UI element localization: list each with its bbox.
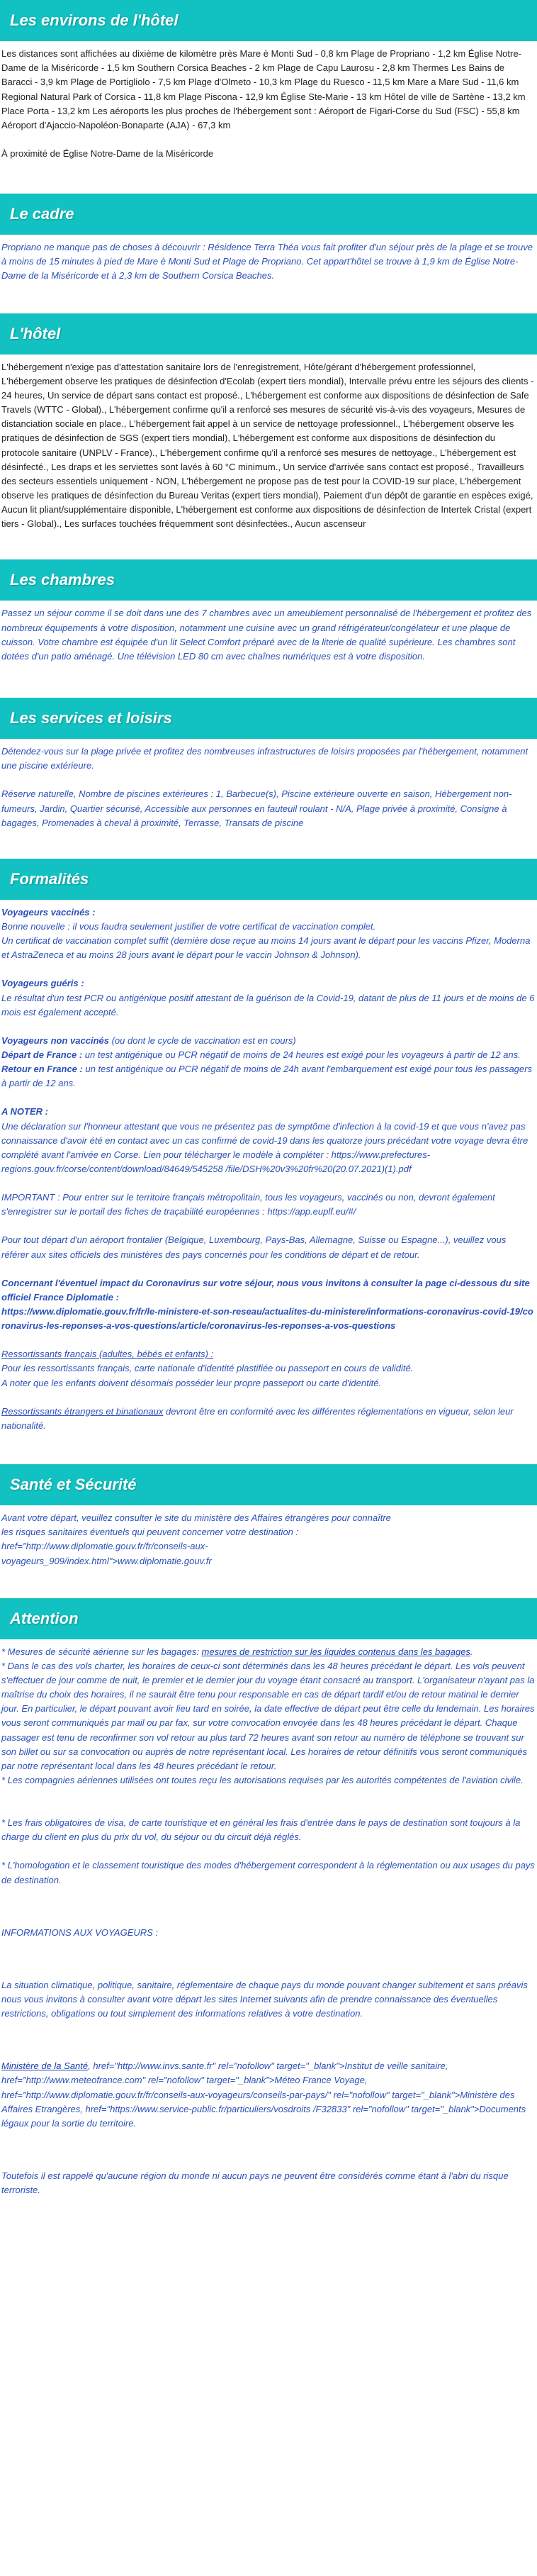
ministere-sante-link[interactable]: Ministère de la Santé	[1, 2061, 89, 2072]
services-text-list: Réserve naturelle, Nombre de piscines extérieures : 1, Barbecue(s), Piscine extérieure ouverte en saison, Hébergement non-fumeurs, Jardin, Quartier sécurisé, Accessible aux personnes en fauteuil roulant - N/A, Plage privée à proximité, Consigne à bagages, Promenades à cheval à proximité, Terrasse, Transats de piscine	[1, 788, 512, 828]
ressortissants-fr-line-1: Pour les ressortissants français, carte nationale d'identité plastifiée ou passeport en cours de validité.	[1, 1363, 414, 1374]
retour-text: un test antigénique ou PCR négatif de moins de 24h avant l'embarquement est exigé pour tous les passagers à partir de 12 ans.	[1, 1064, 532, 1089]
important-text: IMPORTANT : Pour entrer sur le territoire français métropolitain, tous les voyageurs, vaccinés ou non, devront également s'enregistrer sur le portail des fiches de traçabilité européennes : https://app.euplf.eu/#/	[1, 1192, 495, 1217]
environs-text: Les distances sont affichées au dixième de kilomètre près Mare è Monti Sud - 0,8 km Plage de Propriano - 1,2 km Église Notre-Dame de la Miséricorde - 1,5 km Southern Corsica Beaches - 2 km Plage de Capu Laurosu - 2,8 km Thermes Les Bains de Baracci - 3,9 km Plage de Portigliolo - 7,5 km Plage d'Olmeto - 10,3 km Plage du Ruesco - 11,5 km Mare a Mare Sud - 11,6 km Regional Natural Park of Corsica - 11,8 km Plage Piscona - 12,9 km Église Ste-Marie - 13 km Hôtel de ville de Sartène - 13,2 km Place Porta - 13,2 km Les aéroports les plus proches de l'hébergement sont : Aéroport de Figari-Corse du Sud (FSC) - 55,8 km Aéroport d'Ajaccio-Napoléon-Bonaparte (AJA) - 67,3 km	[1, 48, 526, 130]
section-formalites	[0, 859, 537, 1464]
depart-etranger-text: Pour tout départ d'un aéroport frontalier (Belgique, Luxembourg, Pays-Bas, Allemagne, Suisse ou Espagne...), veuillez vous référer aux sites officiels des ministères des pays concernés pour les conditions de départ et de retour.	[1, 1234, 507, 1260]
ressortissants-etr-heading: Ressortissants étrangers et binationaux	[1, 1405, 164, 1417]
attention-mesure-1-text: * Mesures de sécurité aérienne sur les bagages:	[1, 1646, 202, 1657]
gueris-line-1: Le résultat d'un test PCR ou antigénique positif attestant de la guérison de la Covid-19, datant de plus de 11 jours et de moins de 6 mois est également accepté.	[1, 992, 535, 1017]
attention-mesure-1	[1, 1645, 536, 1659]
section-title-chambres: Les chambres	[0, 559, 537, 601]
situation-text: La situation climatique, politique, sanitaire, réglementaire de chaque pays du monde pouvant changer subitement et sans préavis nous vous invitons à consulter avant votre départ les sites Internet suivants afin de prendre connaissance des éventuelles restrictions, obligations ou tout simplement des informations relatives à votre destination.	[1, 1979, 528, 2019]
section-cadre	[0, 194, 537, 313]
sites-text: , href="http://www.invs.sante.fr" rel="nofollow" target="_blank">Institut de veille sanitaire, href="http://www.meteofrance.com" rel="nofollow" target="_blank">Méteo France Voyage, href="http://www.diplomatie.gouv.fr/fr/conseils-aux-voyageurs/conseils-par-pays/" rel="nofollow" target="_blank">Ministère des Affaires Etrangères, href="https://www.service-public.fr/particuliers/vosdroits /F32833" rel="nofollow" target="_blank">Documents légaux pour la sortie du territoire.	[1, 2061, 526, 2129]
retour-heading: Retour en France :	[1, 1064, 83, 1075]
services-text-intro: Détendez-vous sur la plage privée et profitez des nombreuses infrastructures de loisirs proposées par l'hébergement, notamment une piscine extérieure.	[1, 746, 528, 771]
ressortissants-fr-line-2: A noter que les enfants doivent désormais posséder leur propre passeport ou carte d'identité.	[1, 1377, 382, 1388]
vaccines-heading: Voyageurs vaccinés :	[1, 906, 96, 918]
section-title-cadre: Le cadre	[0, 194, 537, 235]
section-title-attention: Attention	[0, 1598, 537, 1639]
section-title-environs: Les environs de l'hôtel	[0, 0, 537, 41]
chambres-text: Passez un séjour comme il se doit dans une des 7 chambres avec un ameublement personnalisé de l'hébergement et profitez des nombreux équipements à votre disposition, notamment une cuisine avec un grand réfrigérateur/congélateur et une plaque de cuisson. Votre chambre est équipée d'un lit Select Comfort préparé avec de la literie de qualité supérieure. Les chambres sont dotées d'un patio aménagé. Une télévision LED 80 cm avec chaînes numériques est à votre disposition.	[1, 608, 532, 662]
cadre-text: Propriano ne manque pas de choses à découvrir : Résidence Terra Théa vous fait profiter d'un séjour près de la plage et se trouve à moins de 15 minutes à pied de Mare è Monti Sud et Plage de Propriano. Cet appart'hôtel se trouve à 1,9 km de Église Notre-Dame de la Miséricorde et à 2,3 km de Southern Corsica Beaches.	[1, 242, 533, 281]
final-text: Toutefois il est rappelé qu'aucune région du monde ni aucun pays ne peuvent être considérés comme étant à l'abri du risque terroriste.	[1, 2170, 509, 2196]
section-attention	[0, 1598, 537, 2212]
environs-proximity: À proximité de Église Notre-Dame de la Miséricorde	[1, 147, 214, 159]
section-title-sante: Santé et Sécurité	[0, 1464, 537, 1505]
section-title-services: Les services et loisirs	[0, 698, 537, 739]
info-voyageurs-heading: INFORMATIONS AUX VOYAGEURS :	[1, 1927, 159, 1938]
section-title-formalites: Formalités	[0, 859, 537, 900]
section-environs	[0, 0, 537, 194]
ressortissants-fr-heading: Ressortissants français (adultes, bébés et enfants) :	[1, 1349, 214, 1360]
diplomatie-url[interactable]: https://www.diplomatie.gouv.fr/fr/le-ministere-et-son-reseau/actualites-du-ministere/informations-coronavirus-covid-19/coronavirus-les-reponses-a-vos-questions/article/coronavirus-les-reponses-a-vos-questions	[1, 1306, 533, 1332]
ressortissants-etr-text: devront être en conformité avec les différentes réglementations en vigueur, selon leur nationalité.	[1, 1405, 514, 1431]
attention-mesure-3: * Les compagnies aériennes utilisées ont toutes reçu les autorisations requises par les autorités compétentes de l'aviation civile.	[1, 1775, 524, 1786]
non-vaccines-note: (ou dont le cycle de vaccination est en cours)	[108, 1035, 296, 1046]
section-services	[0, 698, 537, 859]
section-hotel	[0, 313, 537, 560]
section-sante	[0, 1464, 537, 1598]
attention-mesure-5: * L'homologation et le classement touristique des modes d'hébergement correspondent à la réglementation ou aux usages du pays de destination.	[1, 1860, 535, 1885]
a-noter-text: Une déclaration sur l'honneur attestant que vous ne présentez pas de symptôme d'infection à la covid-19 et que vous n'avez pas connaissance d'avoir été en contact avec un cas confirmé de covid-19 dans les quatorze jours précédant votre voyage devra être complété avant l'arrivée en Corse. Lien pour télécharger le modèle à compléter : https://www.prefectures-regions.gouv.fr/corse/content/download/84649/545258 /file/DSH%20v3%20fr%20(20.07.2021)(1).pdf	[1, 1120, 528, 1175]
gueris-heading: Voyageurs guéris :	[1, 978, 84, 989]
section-title-hotel: L'hôtel	[0, 313, 537, 355]
a-noter-heading: A NOTER :	[1, 1106, 48, 1117]
ressortissants-etr-block	[1, 1405, 536, 1433]
depart-text: un test antigénique ou PCR négatif de moins de 24 heures est exigé pour les voyageurs à partir de 12 ans.	[82, 1049, 521, 1061]
attention-mesure-1-end: .	[470, 1646, 473, 1657]
vaccines-line-1: Bonne nouvelle : il vous faudra seulement justifier de votre certificat de vaccination complet.	[1, 921, 376, 932]
depart-block	[1, 1048, 536, 1062]
retour-block	[1, 1062, 536, 1091]
hotel-text: L'hébergement n'exige pas d'attestation sanitaire lors de l'enregistrement, Hôte/gérant d'hébergement professionnel, L'hébergement observe les pratiques de désinfection d'Ecolab (expert tiers mondial), Intervalle prévu entre les séjours des clients - 24 heures, Un service de départ sans contact est proposé., L'hébergement est conforme aux dispositions de désinfection de Safe Travels (WTTC - Global)., L'hébergement confirme qu'il a renforcé ses mesures de sécurité vis-à-vis des voyageurs, Mesures de distanciation sociale en place., L'hébergement fait appel à un service de nettoyage professionnel., L'hébergement observe les pratiques de désinfection de SGS (expert tiers mondial), L'hébergement est conforme aux dispositions de désinfection du protocole sanitaire (UNPLV - France)., L'hébergement confirme qu'il a renforcé ses mesures de nettoyage., L'hébergement est désinfecté., Les draps et les serviettes sont lavés à 60 °C minimum., Un service d'arrivée sans contact est proposé., Travailleurs des secteurs essentiels uniquement - NON, L'hébergement ne propose pas de test pour la COVID-19 sur place, L'hébergement observe les pratiques de désinfection du Bureau Veritas (expert tiers mondial), Paiement d'un dépôt de garantie en espèces exigé, Aucun lit pliant/supplémentaire disponible, L'hébergement est conforme aux dispositions de désinfection de Intertek Cristal (expert tiers - Global)., Les surfaces touchées fréquemment sont désinfectées., Aucun ascenseur	[1, 361, 534, 530]
section-chambres	[0, 559, 537, 698]
attention-mesure-4: * Les frais obligatoires de visa, de carte touristique et en général les frais d'entrée dans le pays de destination sont toujours à la charge du client en plus du prix du vol, du séjour ou du circuit déjà réglés.	[1, 1817, 521, 1843]
non-vaccines-heading: Voyageurs non vaccinés	[1, 1035, 109, 1046]
liquides-restriction-link[interactable]: mesures de restriction sur les liquides contenus dans les bagages	[201, 1646, 470, 1657]
non-vaccines-block	[1, 1034, 536, 1048]
attention-mesure-2: * Dans le cas des vols charter, les horaires de ceux-ci sont déterminés dans les 48 heures précédant le départ. Les vols peuvent s'effectuer de jour comme de nuit, le premier et le dernier jour du voyage étant consacré au transport. L'organisateur n'ayant pas la maîtrise du choix des horaires, il ne saurait être tenu pour responsable en cas de départ tardif et/ou de retour matinal le dernier jour. En particulier, le départ pouvant avoir lieu tard en soirée, la date effective de départ peut être celle du lendemain. Les horaires vous seront communiqués par mail ou par fax, sur votre convocation envoyée dans les 48 heures précédant le départ. Chaque passager est tenu de reconfirmer son vol retour au plus tard 72 heures avant son retour au numéro de téléphone se trouvant sur son billet ou sur sa convocation ou auprès de notre représentant local. Les horaires de retour définitifs vous seront communiqués par notre représentant local dans les 48 heures précédant le retour.	[1, 1660, 535, 1771]
vaccines-line-2: Un certificat de vaccination complet suffit (dernière dose reçue au moins 14 jours avant le départ pour les vaccins Pfizer, Moderna et AstraZeneca et au moins 28 jours avant le départ pour le vaccin Johnson & Johnson).	[1, 935, 531, 961]
diplomatie-heading: Concernant l'éventuel impact du Coronavirus sur votre séjour, nous vous invitons à consulter la page ci-dessous du site officiel France Diplomatie :	[1, 1277, 530, 1303]
sante-text: Avant votre départ, veuillez consulter le site du ministère des Affaires étrangères pour connaître les risques sanitaires éventuels qui peuvent concerner votre destination : href="http://www.diplomatie.gouv.fr/fr/conseils-aux-voyageurs_909/index.html">www.diplomatie.gouv.fr	[1, 1512, 391, 1566]
sites-block	[1, 2059, 536, 2131]
depart-heading: Départ de France :	[1, 1049, 83, 1061]
